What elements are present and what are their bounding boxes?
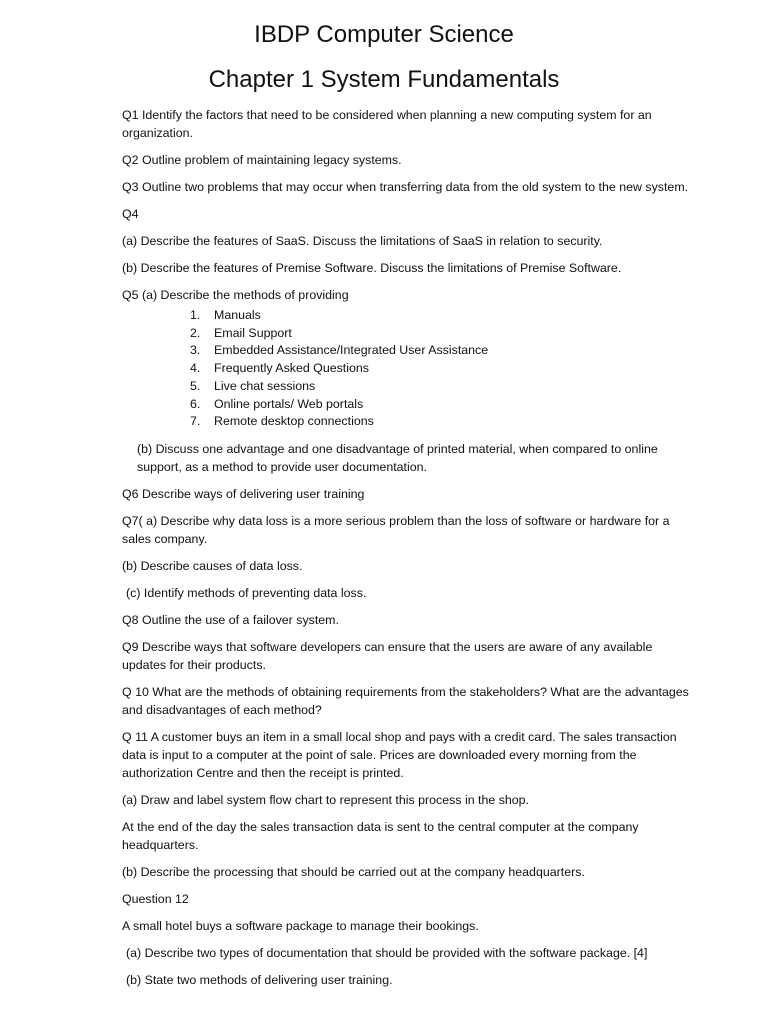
list-item [122, 342, 697, 360]
list-item-text: Frequently Asked Questions [214, 361, 369, 376]
list-item-text: Manuals [214, 308, 261, 322]
list-item-number: 4. [190, 361, 201, 376]
question-11a: (a) Draw and label system flow chart to represent this process in the shop. [122, 792, 530, 807]
list-item-text: Online portals/ Web portals [214, 396, 364, 411]
question-11: Q 11 A customer buys an item in a small local shop and pays with a credit card. The sales transaction data is input to a computer at the point of sale. Prices are downloaded every morning from the authorization Centre and then the receipt is printed. [122, 729, 677, 780]
list-item-number: 3. [190, 343, 201, 358]
question-12a: (a) Describe two types of documentation that should be provided with the software package. [4] [126, 945, 648, 960]
list-item-text: Embedded Assistance/Integrated User Assistance [214, 343, 489, 358]
list-item-number: 1. [190, 308, 201, 322]
list-item [122, 360, 697, 378]
question-5b: (b) Discuss one advantage and one disadvantage of printed material, when compared to online support, as a method to provide user documentation. [137, 441, 658, 474]
question-12-heading: Question 12 [122, 891, 189, 906]
list-item-text: Live chat sessions [214, 378, 316, 393]
question-11-context: At the end of the day the sales transaction data is sent to the central computer at the company headquarters. [122, 819, 639, 852]
question-4a: (a) Describe the features of SaaS. Discuss the limitations of SaaS in relation to security. [122, 234, 603, 248]
list-item [122, 378, 697, 396]
question-11b: (b) Describe the processing that should be carried out at the company headquarters. [122, 864, 585, 879]
list-item-number: 7. [190, 414, 201, 429]
question-7a: Q7( a) Describe why data loss is a more serious problem than the loss of software or hardware for a sales company. [122, 513, 670, 546]
question-4b: (b) Describe the features of Premise Software. Discuss the limitations of Premise Software. [122, 261, 622, 275]
question-12b: (b) State two methods of delivering user training. [126, 972, 393, 987]
question-3: Q3 Outline two problems that may occur when transferring data from the old system to the new system. [122, 180, 689, 194]
list-item-text: Remote desktop connections [214, 414, 374, 429]
question-4-heading: Q4 [122, 207, 139, 221]
chapter-title: Chapter 1 System Fundamentals [208, 66, 560, 93]
question-7c: (c) Identify methods of preventing data loss. [126, 585, 367, 600]
question-10: Q 10 What are the methods of obtaining requirements from the stakeholders? What are the advantages and disadvantages of each method? [122, 684, 689, 717]
list-item [122, 413, 697, 431]
list-item [122, 396, 697, 414]
question-6: Q6 Describe ways of delivering user training [122, 486, 365, 501]
list-item-text: Email Support [214, 325, 292, 340]
question-1: Q1 Identify the factors that need to be considered when planning a new computing system for an organization. [122, 108, 652, 140]
question-2: Q2 Outline problem of maintaining legacy systems. [122, 153, 402, 167]
question-9: Q9 Describe ways that software developers can ensure that the users are aware of any available updates for their products. [122, 639, 653, 672]
question-7b: (b) Describe causes of data loss. [122, 558, 303, 573]
list-item-number: 5. [190, 378, 201, 393]
question-12-intro: A small hotel buys a software package to manage their bookings. [122, 918, 479, 933]
list-item [122, 307, 697, 325]
question-5a: Q5 (a) Describe the methods of providing [122, 288, 349, 302]
list-item-number: 2. [190, 325, 201, 340]
support-methods-list [122, 307, 697, 431]
list-item-number: 6. [190, 396, 201, 411]
document-title: IBDP Computer Science [254, 21, 514, 48]
question-8: Q8 Outline the use of a failover system. [122, 612, 339, 627]
question-list [122, 106, 697, 998]
list-item [122, 325, 697, 343]
